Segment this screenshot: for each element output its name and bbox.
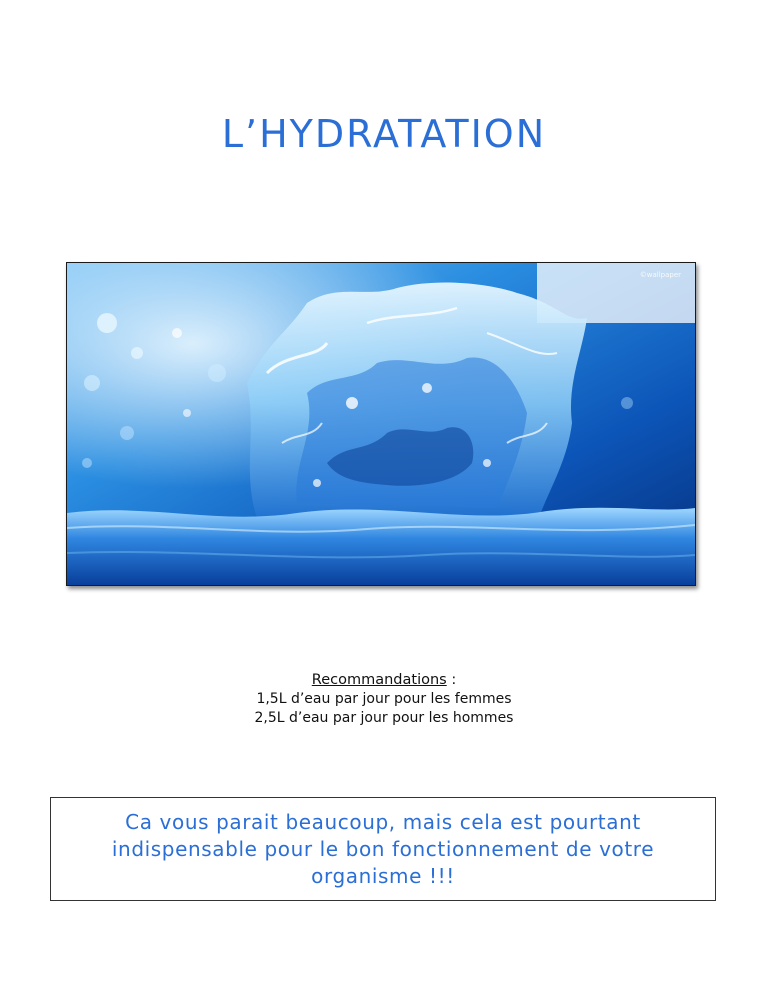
- recommendations-separator: :: [446, 672, 457, 688]
- water-splash-image: [66, 262, 696, 586]
- recommendations-block: [0, 671, 768, 728]
- recommendations-heading: Recommandations: [311, 672, 447, 688]
- callout-text: Ca vous parait beaucoup, mais cela est pourtant indispensable pour le bon fonctionnement de votre organisme !!!: [111, 809, 655, 888]
- recommendation-women: 1,5L d’eau par jour pour les femmes: [256, 691, 512, 707]
- photo-watermark: ©wallpaper: [639, 271, 681, 279]
- callout-box: [50, 797, 716, 901]
- recommendation-men: 2,5L d’eau par jour pour les hommes: [254, 710, 514, 726]
- page-title: L’HYDRATATION: [221, 112, 547, 156]
- water-splash-graphic: [67, 263, 695, 585]
- recommendations-heading-line: [0, 671, 768, 690]
